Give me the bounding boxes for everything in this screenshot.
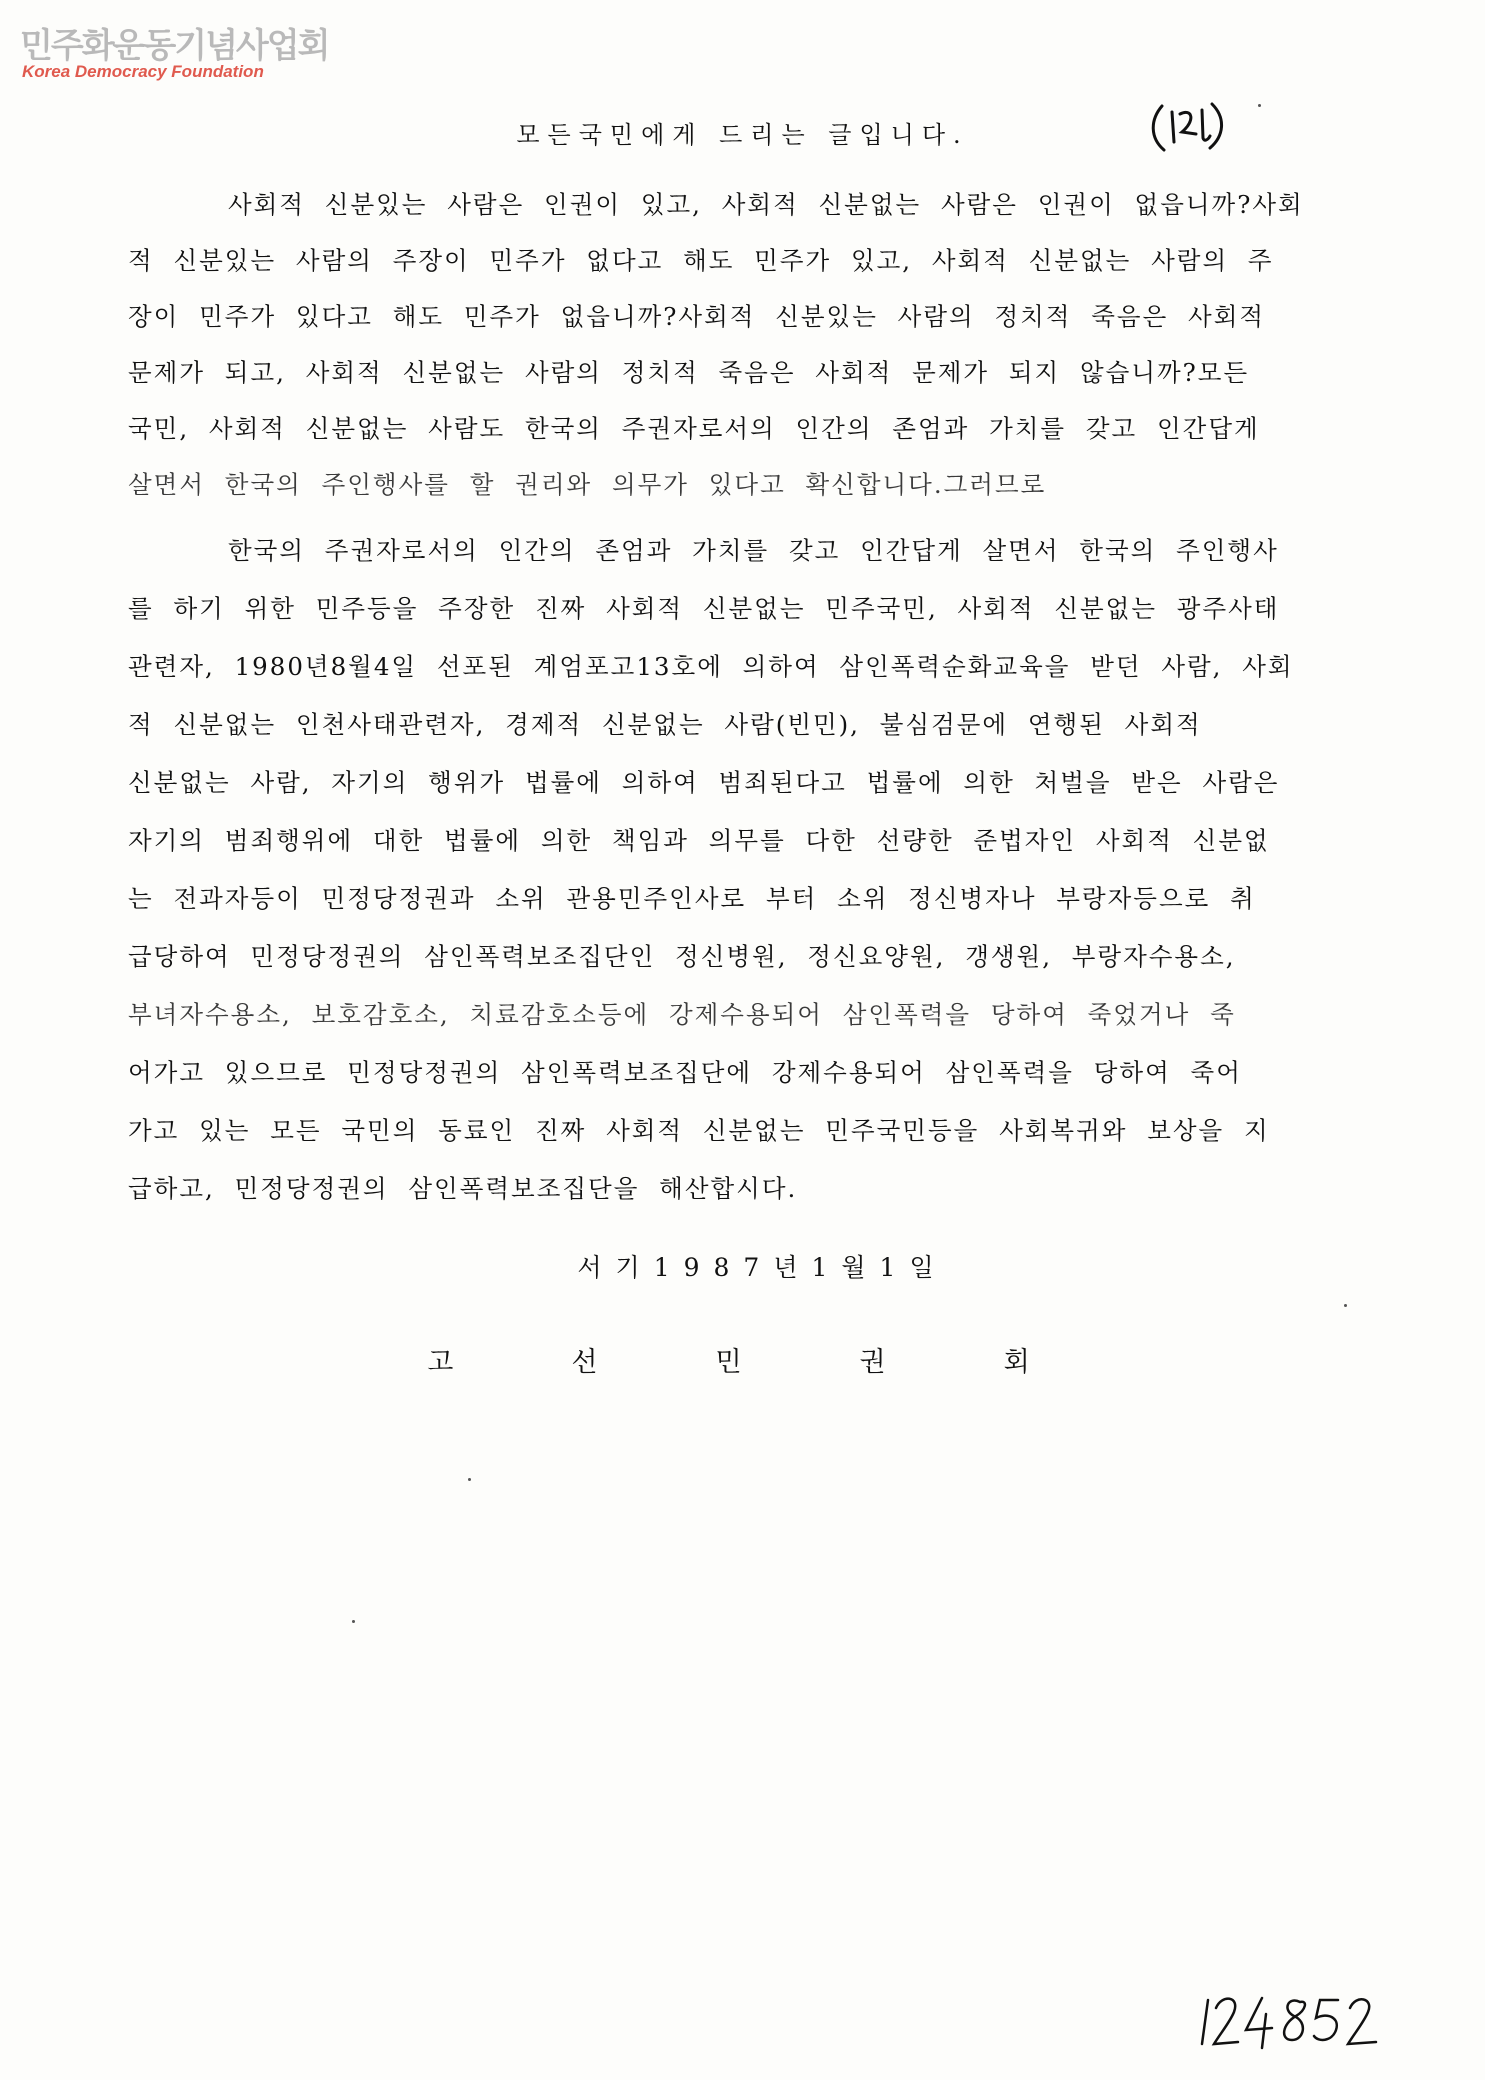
body-line-12: 자기의 범죄행위에 대한 법률에 의한 책임과 의무를 다한 선량한 준법자인 사회적 신분없 (128, 826, 1270, 855)
scan-speck (1258, 104, 1261, 107)
document-date: 서기1987년1월1일 (577, 1253, 948, 1282)
body-line-14: 급당하여 민정당정권의 삼인폭력보조집단인 정신병원, 정신요양원, 갱생원, 부랑자수용소, (128, 942, 1236, 971)
body-line-4: 문제가 되고, 사회적 신분없는 사람의 정치적 죽음은 사회적 문제가 되지 않습니까?모든 (128, 358, 1250, 387)
body-line-6: 살면서 한국의 주인행사를 할 권리와 의무가 있다고 확신합니다.그러므로 (128, 470, 1047, 499)
body-line-3: 장이 민주가 있다고 해도 민주가 없읍니까?사회적 신분있는 사람의 정치적 죽음은 사회적 (128, 302, 1266, 331)
document-title: 모든국민에게 드리는 글입니다. (516, 121, 969, 149)
body-line-5: 국민, 사회적 신분없는 사람도 한국의 주권자로서의 인간의 존엄과 가치를 갖고 인간답게 (128, 414, 1260, 443)
body-line-8: 를 하기 위한 민주등을 주장한 진짜 사회적 신분없는 민주국민, 사회적 신분없는 광주사태 (128, 594, 1280, 623)
body-line-1: 사회적 신분있는 사람은 인권이 있고, 사회적 신분없는 사람은 인권이 없읍니까?사회 (228, 190, 1304, 219)
body-line-13: 는 전과자등이 민정당정권과 소위 관용민주인사로 부터 소위 정신병자나 부랑자등으로 취 (128, 884, 1256, 913)
body-line-9: 관련자, 1980년8월4일 선포된 계엄포고13호에 의하여 삼인폭력순화교육을 받던 사람, 사회 (128, 652, 1294, 681)
body-line-10: 적 신분없는 인천사태관련자, 경제적 신분없는 사람(빈민), 불심검문에 연행된 사회적 (128, 710, 1202, 739)
scan-speck (1344, 1304, 1347, 1307)
body-line-11: 신분없는 사람, 자기의 행위가 법률에 의하여 범죄된다고 법률에 의한 처벌을 받은 사람은 (128, 768, 1280, 797)
handwritten-archive-number (1196, 1986, 1386, 2056)
issuing-organization: 고선민권회 (427, 1347, 1148, 1378)
watermark-korean-name: 민주화운동기념사업회 (20, 26, 329, 66)
watermark-english-name: Korea Democracy Foundation (22, 62, 264, 81)
scan-speck (468, 1478, 471, 1481)
foundation-watermark (20, 18, 329, 88)
body-line-15: 부녀자수용소, 보호감호소, 치료감호소등에 강제수용되어 삼인폭력을 당하여 죽었거나 죽 (128, 1000, 1236, 1029)
handwritten-page-mark (1148, 98, 1228, 158)
body-line-16: 어가고 있으므로 민정당정권의 삼인폭력보조집단에 강제수용되어 삼인폭력을 당하여 죽어 (128, 1058, 1242, 1087)
scan-speck (352, 1620, 355, 1623)
body-line-2: 적 신분있는 사람의 주장이 민주가 없다고 해도 민주가 있고, 사회적 신분없는 사람의 주 (128, 246, 1274, 275)
body-line-18: 급하고, 민정당정권의 삼인폭력보조집단을 해산합시다. (128, 1174, 798, 1203)
body-line-7: 한국의 주권자로서의 인간의 존엄과 가치를 갖고 인간답게 살면서 한국의 주인행사 (228, 536, 1279, 565)
body-line-17: 가고 있는 모든 국민의 동료인 진짜 사회적 신분없는 민주국민등을 사회복귀와 보상을 지 (128, 1116, 1270, 1145)
